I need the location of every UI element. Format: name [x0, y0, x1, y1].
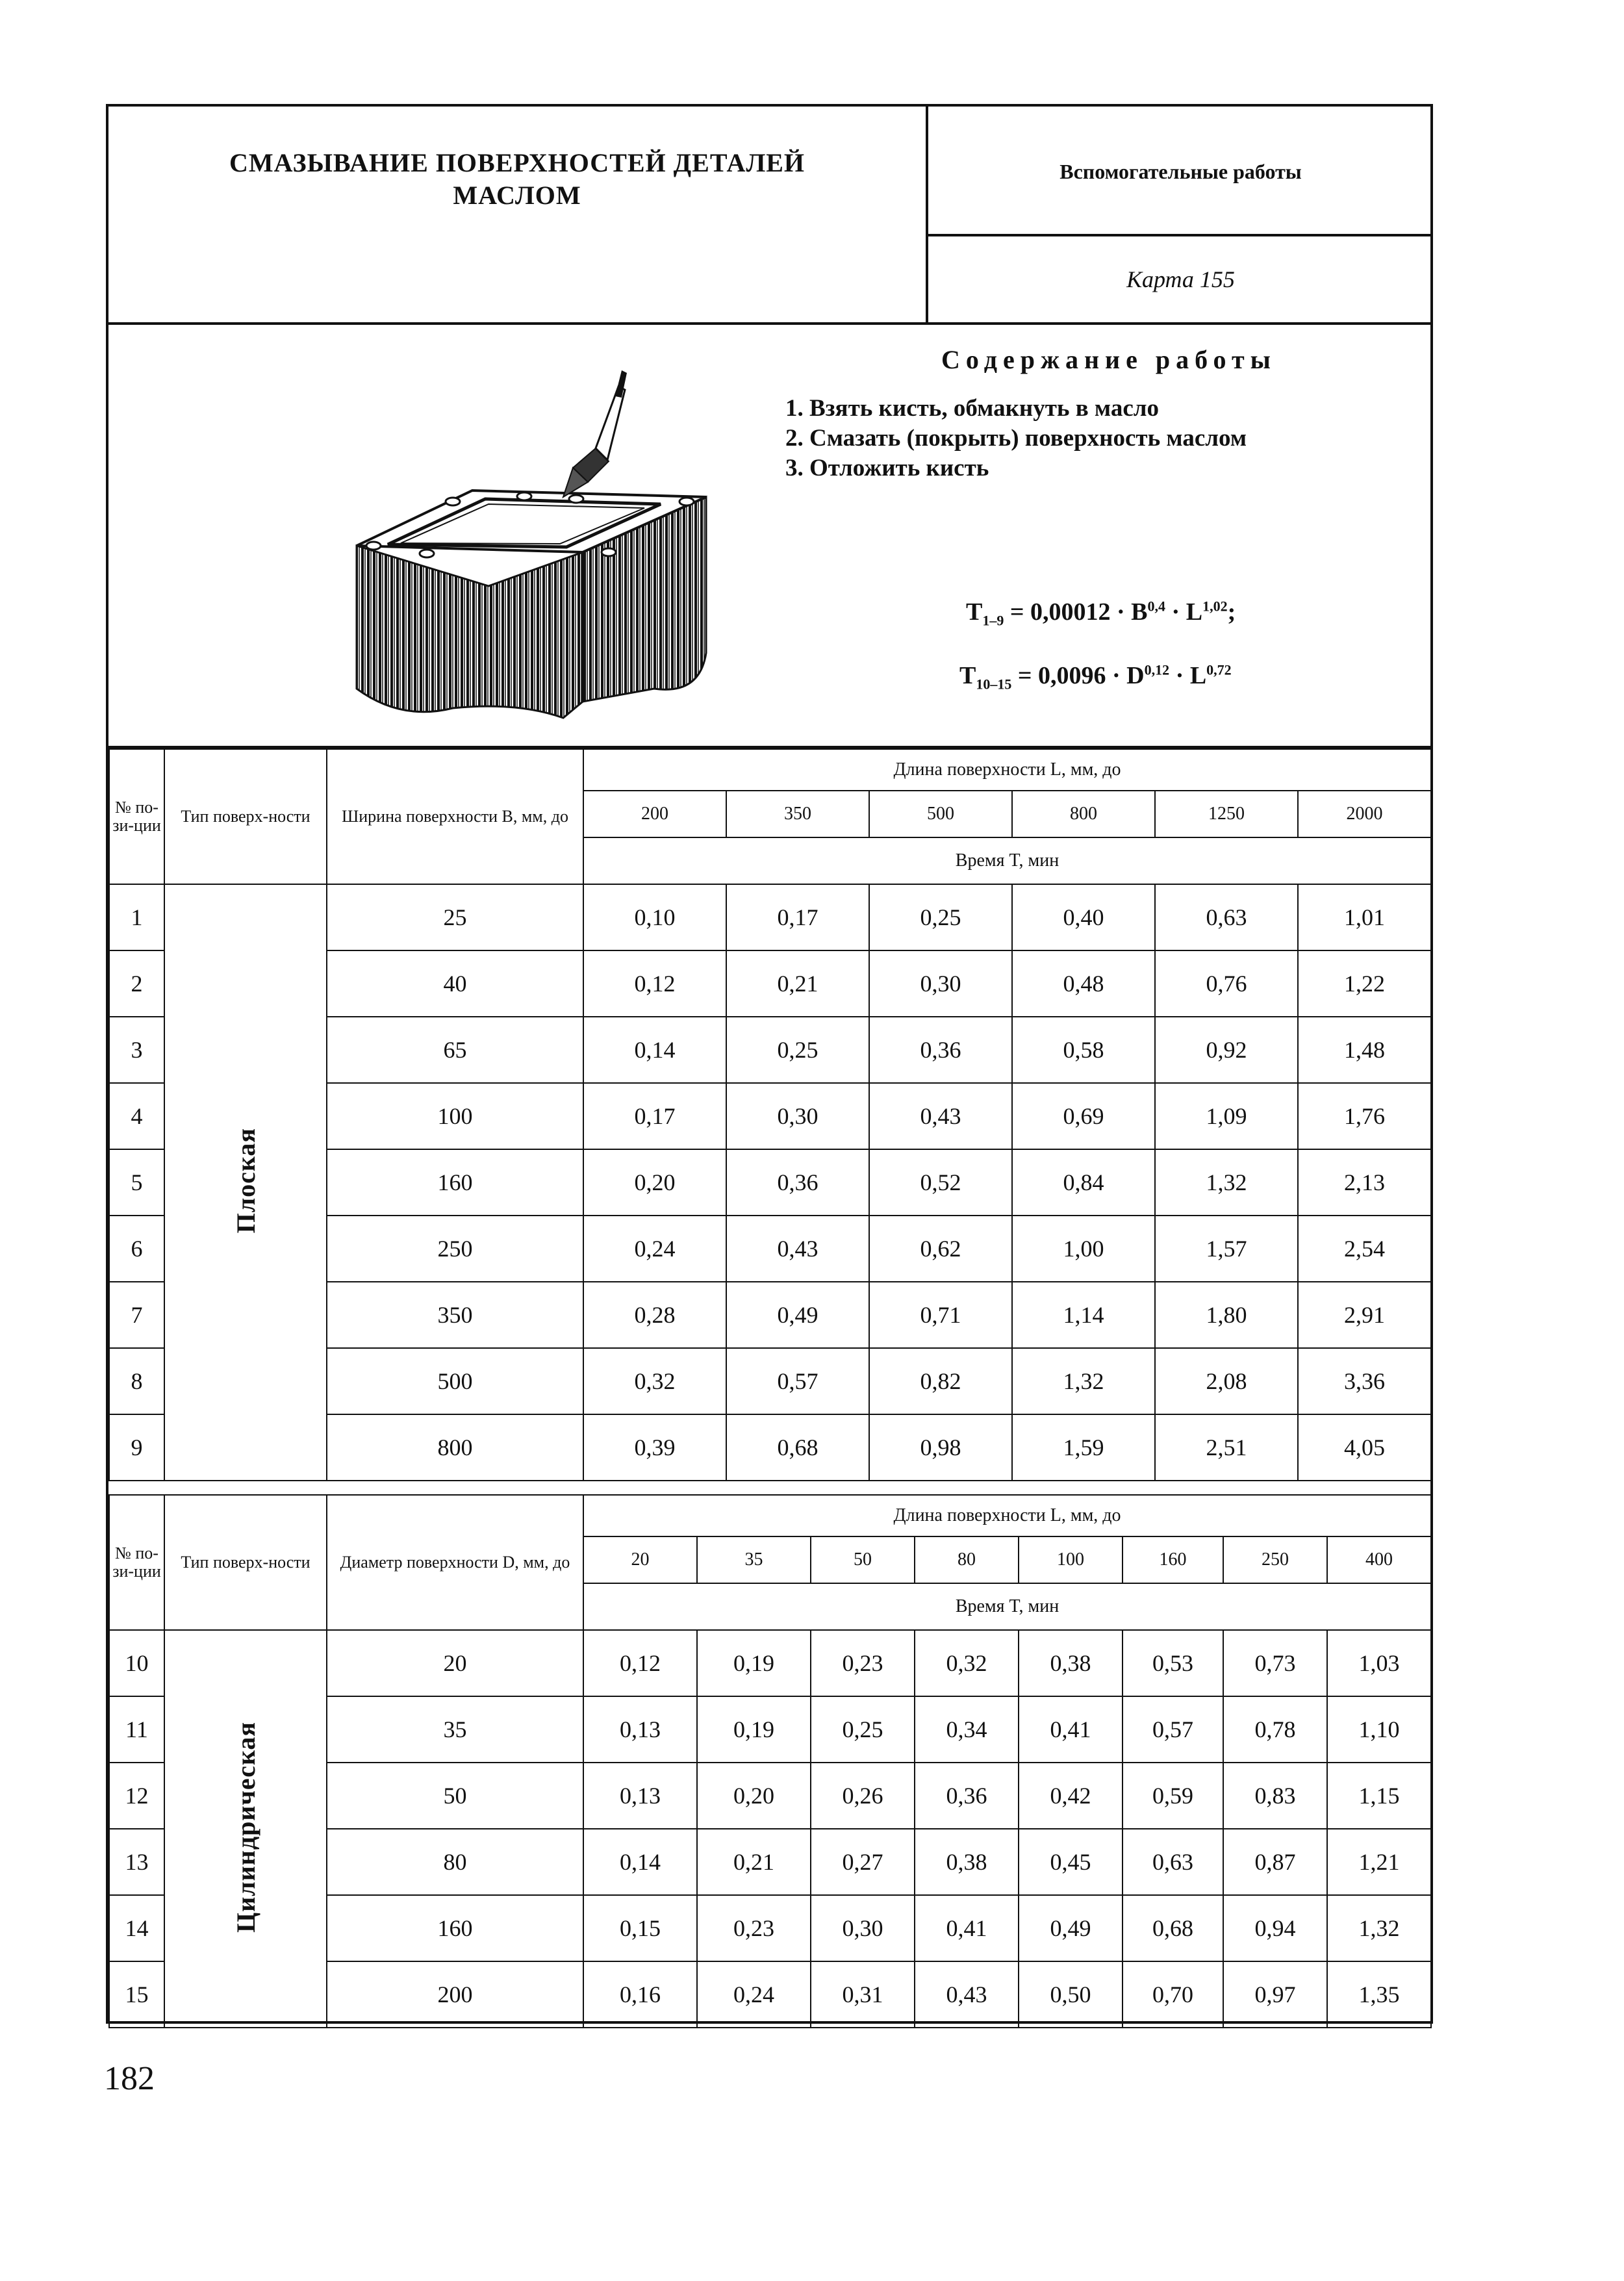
work-steps: [785, 394, 1247, 483]
table-row: [109, 884, 1431, 950]
header-surface-length: Длина поверхности L, мм, до: [583, 749, 1431, 791]
length-column-header: 200: [583, 791, 726, 837]
length-column-header: 350: [726, 791, 869, 837]
surface-type-cell: [164, 1630, 327, 2028]
header-time: Время T, мин: [583, 1583, 1431, 1630]
time-value: 0,24: [697, 1961, 811, 2028]
time-value: 0,87: [1223, 1829, 1327, 1895]
step-1: 1. Взять кисть, обмакнуть в масло: [785, 395, 1160, 422]
time-value: 0,78: [1223, 1696, 1327, 1763]
time-value: 1,59: [1012, 1414, 1155, 1481]
time-value: 0,73: [1223, 1630, 1327, 1696]
dimension-value: 350: [327, 1282, 583, 1348]
step-2: 2. Смазать (покрыть) поверхность маслом: [785, 425, 1247, 452]
time-value: 0,24: [583, 1216, 726, 1282]
position-number: 6: [109, 1216, 164, 1282]
time-value: 1,22: [1298, 950, 1431, 1017]
time-value: 0,36: [869, 1017, 1012, 1083]
formula-flat: $T_{1-9} = 0,00012 \cdot B^{0,4} \cdot L^{1,02}$;: [966, 598, 1236, 629]
time-value: 0,53: [1123, 1630, 1223, 1696]
time-value: 0,38: [915, 1829, 1019, 1895]
time-value: 3,36: [1298, 1348, 1431, 1414]
time-value: 0,30: [726, 1083, 869, 1149]
time-value: 1,03: [1327, 1630, 1431, 1696]
dimension-value: 800: [327, 1414, 583, 1481]
card-number: Карта 155: [1126, 266, 1235, 292]
card-header: [108, 107, 1430, 325]
time-value: 1,76: [1298, 1083, 1431, 1149]
time-value: 0,97: [1223, 1961, 1327, 2028]
time-value: 0,43: [726, 1216, 869, 1282]
time-value: 0,70: [1123, 1961, 1223, 2028]
time-value: 0,49: [1019, 1895, 1123, 1961]
work-content: [108, 325, 1430, 748]
time-value: 1,35: [1327, 1961, 1431, 2028]
content-heading: Содержание работы: [941, 345, 1276, 374]
time-value: 0,40: [1012, 884, 1155, 950]
time-value: 0,27: [811, 1829, 915, 1895]
surface-type-cell: [164, 884, 327, 1481]
dimension-value: 160: [327, 1149, 583, 1216]
time-value: 0,68: [726, 1414, 869, 1481]
time-value: 0,20: [583, 1149, 726, 1216]
position-number: 1: [109, 884, 164, 950]
time-value: 0,38: [1019, 1630, 1123, 1696]
time-value: 1,00: [1012, 1216, 1155, 1282]
time-value: 0,13: [583, 1696, 697, 1763]
position-number: 4: [109, 1083, 164, 1149]
time-value: 0,57: [1123, 1696, 1223, 1763]
time-value: 0,43: [869, 1083, 1012, 1149]
position-number: 5: [109, 1149, 164, 1216]
time-value: 2,08: [1155, 1348, 1298, 1414]
length-column-header: 2000: [1298, 791, 1431, 837]
dimension-value: 40: [327, 950, 583, 1017]
step-3: 3. Отложить кисть: [785, 455, 989, 481]
length-column-header: 800: [1012, 791, 1155, 837]
dimension-value: 35: [327, 1696, 583, 1763]
time-value: 0,15: [583, 1895, 697, 1961]
time-value: 0,23: [697, 1895, 811, 1961]
time-value: 0,49: [726, 1282, 869, 1348]
time-value: 0,57: [726, 1348, 869, 1414]
dimension-value: 500: [327, 1348, 583, 1414]
formula-cylindrical: $T_{10-15} = 0,0096 \cdot D^{0,12} \cdot L^{0,72}$: [959, 661, 1232, 693]
time-value: 0,82: [869, 1348, 1012, 1414]
time-value: 1,10: [1327, 1696, 1431, 1763]
time-value: 2,13: [1298, 1149, 1431, 1216]
dimension-value: 80: [327, 1829, 583, 1895]
position-number: 15: [109, 1961, 164, 2028]
position-number: 3: [109, 1017, 164, 1083]
position-number: 14: [109, 1895, 164, 1961]
time-value: 0,20: [697, 1763, 811, 1829]
time-value: 1,15: [1327, 1763, 1431, 1829]
header-position: № по-зи-ции: [109, 1495, 164, 1630]
time-value: 0,41: [1019, 1696, 1123, 1763]
time-value: 0,25: [869, 884, 1012, 950]
time-value: 0,50: [1019, 1961, 1123, 2028]
table-row: [109, 1630, 1431, 1696]
header-surface-length: Длина поверхности L, мм, до: [583, 1495, 1431, 1536]
time-value: 0,19: [697, 1696, 811, 1763]
time-value: 0,36: [726, 1149, 869, 1216]
length-column-header: 80: [915, 1536, 1019, 1583]
time-value: 0,48: [1012, 950, 1155, 1017]
norm-card-sheet: [106, 104, 1433, 2024]
time-value: 1,32: [1155, 1149, 1298, 1216]
time-value: 0,14: [583, 1829, 697, 1895]
dimension-value: 20: [327, 1630, 583, 1696]
time-value: 0,62: [869, 1216, 1012, 1282]
length-column-header: 250: [1223, 1536, 1327, 1583]
time-value: 0,10: [583, 884, 726, 950]
time-value: 1,14: [1012, 1282, 1155, 1348]
time-value: 0,34: [915, 1696, 1019, 1763]
dimension-value: 200: [327, 1961, 583, 2028]
position-number: 2: [109, 950, 164, 1017]
card-title: [108, 107, 928, 322]
position-number: 9: [109, 1414, 164, 1481]
time-value: 0,94: [1223, 1895, 1327, 1961]
time-value: 1,21: [1327, 1829, 1431, 1895]
dimension-value: 160: [327, 1895, 583, 1961]
length-column-header: 400: [1327, 1536, 1431, 1583]
position-number: 12: [109, 1763, 164, 1829]
length-column-header: 160: [1123, 1536, 1223, 1583]
time-value: 0,42: [1019, 1763, 1123, 1829]
time-value: 0,52: [869, 1149, 1012, 1216]
length-column-header: 35: [697, 1536, 811, 1583]
time-value: 0,69: [1012, 1083, 1155, 1149]
time-value: 0,83: [1223, 1763, 1327, 1829]
time-value: 0,17: [583, 1083, 726, 1149]
time-value: 0,32: [915, 1630, 1019, 1696]
dimension-value: 100: [327, 1083, 583, 1149]
length-column-header: 500: [869, 791, 1012, 837]
time-value: 0,30: [811, 1895, 915, 1961]
length-column-header: 100: [1019, 1536, 1123, 1583]
dimension-value: 25: [327, 884, 583, 950]
section-label: Вспомогательные работы: [928, 107, 1433, 236]
time-value: 0,92: [1155, 1017, 1298, 1083]
position-number: 8: [109, 1348, 164, 1414]
header-surface-diameter: Диаметр поверхности D, мм, до: [327, 1495, 583, 1630]
header-surface-width: Ширина поверхности B, мм, до: [327, 749, 583, 884]
time-value: 2,51: [1155, 1414, 1298, 1481]
time-value: 0,36: [915, 1763, 1019, 1829]
time-value: 0,16: [583, 1961, 697, 2028]
time-value: 0,32: [583, 1348, 726, 1414]
time-value: 1,32: [1012, 1348, 1155, 1414]
time-value: 2,91: [1298, 1282, 1431, 1348]
position-number: 13: [109, 1829, 164, 1895]
brush-and-part-illustration: [349, 357, 739, 728]
header-surface-type: Тип поверх-ности: [164, 1495, 327, 1630]
time-value: 0,28: [583, 1282, 726, 1348]
time-value: 1,57: [1155, 1216, 1298, 1282]
time-value: 0,84: [1012, 1149, 1155, 1216]
time-value: 0,41: [915, 1895, 1019, 1961]
header-surface-type: Тип поверх-ности: [164, 749, 327, 884]
time-value: 0,68: [1123, 1895, 1223, 1961]
time-value: 0,14: [583, 1017, 726, 1083]
time-value: 1,32: [1327, 1895, 1431, 1961]
time-value: 0,12: [583, 1630, 697, 1696]
time-value: 0,98: [869, 1414, 1012, 1481]
position-number: 11: [109, 1696, 164, 1763]
cylindrical-surface-time-table: [108, 1494, 1432, 2028]
position-number: 7: [109, 1282, 164, 1348]
time-value: 0,76: [1155, 950, 1298, 1017]
dimension-value: 50: [327, 1763, 583, 1829]
time-value: 0,19: [697, 1630, 811, 1696]
time-value: 0,12: [583, 950, 726, 1017]
time-value: 0,21: [697, 1829, 811, 1895]
flat-surface-time-table: [108, 748, 1432, 1481]
header-time: Время T, мин: [583, 837, 1431, 884]
time-value: 0,63: [1155, 884, 1298, 950]
time-value: 1,01: [1298, 884, 1431, 950]
time-value: 1,48: [1298, 1017, 1431, 1083]
title-line-2: МАСЛОМ: [453, 181, 581, 210]
time-value: 0,17: [726, 884, 869, 950]
length-column-header: 20: [583, 1536, 697, 1583]
time-value: 0,21: [726, 950, 869, 1017]
time-value: 0,25: [726, 1017, 869, 1083]
time-value: 0,43: [915, 1961, 1019, 2028]
dimension-value: 250: [327, 1216, 583, 1282]
time-value: 0,25: [811, 1696, 915, 1763]
header-position: № по-зи-ции: [109, 749, 164, 884]
time-value: 0,39: [583, 1414, 726, 1481]
time-value: 0,26: [811, 1763, 915, 1829]
title-line-1: СМАЗЫВАНИЕ ПОВЕРХНОСТЕЙ ДЕТАЛЕЙ: [229, 148, 806, 177]
position-number: 10: [109, 1630, 164, 1696]
dimension-value: 65: [327, 1017, 583, 1083]
time-value: 0,58: [1012, 1017, 1155, 1083]
time-value: 4,05: [1298, 1414, 1431, 1481]
length-column-header: 1250: [1155, 791, 1298, 837]
time-value: 0,23: [811, 1630, 915, 1696]
time-value: 0,63: [1123, 1829, 1223, 1895]
time-value: 0,71: [869, 1282, 1012, 1348]
page-number: 182: [104, 2060, 155, 2097]
time-value: 2,54: [1298, 1216, 1431, 1282]
time-value: 1,80: [1155, 1282, 1298, 1348]
time-value: 0,31: [811, 1961, 915, 2028]
time-value: 0,30: [869, 950, 1012, 1017]
time-value: 0,13: [583, 1763, 697, 1829]
time-value: 1,09: [1155, 1083, 1298, 1149]
surface-type-label: Цилиндрическая: [231, 1722, 260, 1933]
time-value: 0,59: [1123, 1763, 1223, 1829]
time-value: 0,45: [1019, 1829, 1123, 1895]
length-column-header: 50: [811, 1536, 915, 1583]
surface-type-label: Плоская: [231, 1128, 260, 1234]
